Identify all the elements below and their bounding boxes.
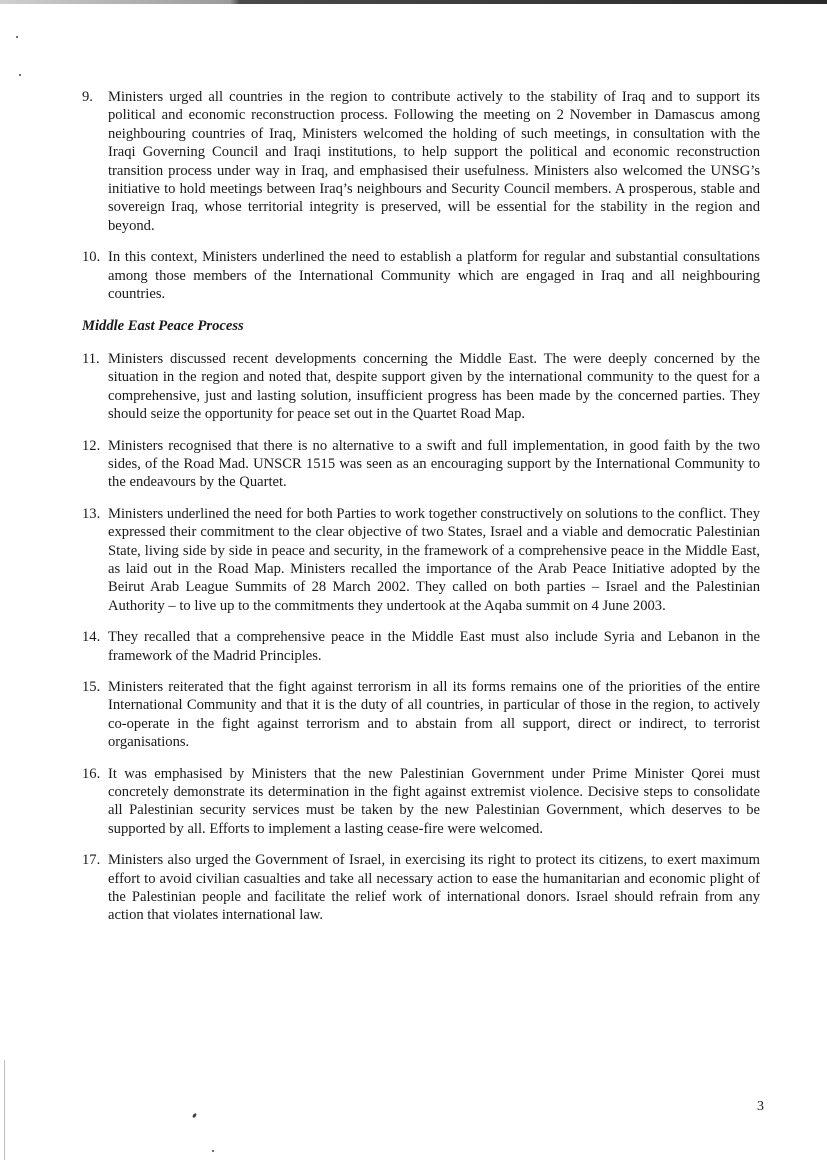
paragraph-text: Ministers urged all countries in the region to contribute actively to the stability of Iraq and to support its political and economic reconstruction process. Following the meeting on 2 November in Damascus among neighbouring countries of Iraq, Ministers welcomed the holding of such meetings, in consultation with the Iraqi Governing Council and Iraqi institutions, to help support the political and economic reconstruction transition process under way in Iraq, and emphasised their usefulness. Ministers also welcomed the UNSG’s initiative to hold meetings between Iraq’s neighbours and Security Council members. A prosperous, stable and sovereign Iraq, whose territorial integrity is preserved, will be essential for the stability in the region and beyond. [108, 89, 760, 234]
numbered-paragraph [82, 678, 760, 752]
paragraph-number: 14. [82, 629, 101, 646]
scan-left-edge [4, 1060, 5, 1160]
paragraph-number: 12. [82, 437, 101, 454]
numbered-paragraph [82, 350, 760, 424]
paragraph-number: 10. [82, 249, 101, 266]
page-number: 3 [757, 1099, 764, 1114]
paragraph-number: 9. [82, 89, 93, 105]
scan-top-edge [0, 0, 827, 4]
paragraph-text: They recalled that a comprehensive peace in the Middle East must also include Syria and Lebanon in the framework of the Madrid Principles. [108, 629, 760, 664]
scan-speck [192, 1113, 197, 1119]
scan-speck [16, 36, 18, 38]
section-heading: Middle East Peace Process [82, 318, 244, 335]
numbered-paragraph [82, 248, 760, 303]
paragraph-text: Ministers also urged the Government of Israel, in exercising its right to protect its citizens, to exert maximum effort to avoid civilian casualties and take all necessary action to ease the humanitarian and economic plight of the Palestinian people and facilitate the relief work of international donors. Israel should refrain from any action that violates international law. [108, 852, 760, 924]
paragraph-text: Ministers underlined the need for both Parties to work together constructively on solutions to the conflict. They expressed their commitment to the clear objective of two States, Israel and a viable and democratic Palestinian State, living side by side in peace and security, in the framework of a comprehensive peace in the Middle East, as laid out in the Road Map. Ministers recalled the importance of the Arab Peace Initiative adopted by the Beirut Arab League Summits of 28 March 2002. They called on both parties – Israel and the Palestinian Authority – to live up to the commitments they undertook at the Aqaba summit on 4 June 2003. [108, 505, 760, 614]
paragraph-text: Ministers discussed recent developments concerning the Middle East. The were deeply concerned by the situation in the region and noted that, despite support given by the international community to the quest for a comprehensive, just and lasting solution, insufficient progress has been made by the concerned parties. They should seize the opportunity for peace set out in the Quartet Road Map. [108, 350, 760, 423]
paragraph-number: 15. [82, 678, 101, 695]
numbered-paragraph [82, 851, 760, 925]
numbered-paragraph [82, 765, 760, 839]
paragraph-text: In this context, Ministers underlined the need to establish a platform for regular and substantial consultations among those members of the International Community which are engaged in Iraq and all neighbouring countries. [108, 249, 760, 303]
paragraph-text: Ministers reiterated that the fight against terrorism in all its forms remains one of the priorities of the entire International Community and that it is the duty of all countries, in particular of those in the region, to actively co-operate in the fight against terrorism and to abstain from all support, direct or indirect, to terrorist organisations. [108, 678, 760, 751]
scan-speck [19, 74, 21, 76]
numbered-paragraph [82, 437, 760, 492]
paragraph-number: 11. [82, 350, 100, 367]
paragraph-number: 13. [82, 505, 101, 522]
paragraph-number: 16. [82, 765, 101, 782]
numbered-paragraph [82, 88, 760, 235]
document-page [82, 88, 760, 938]
numbered-paragraph [82, 628, 760, 665]
paragraph-text: Ministers recognised that there is no alternative to a swift and full implementation, in good faith by the two sides, of the Road Mad. UNSCR 1515 was seen as an encouraging support by the International Community to the endeavours by the Quartet. [108, 437, 760, 491]
paragraph-text: It was emphasised by Ministers that the new Palestinian Government under Prime Minister Qorei must concretely demonstrate its determination in the fight against extremist violence. Decisive steps to consolidate all Palestinian security services must be taken by the new Palestinian Government, which deserves to be supported by all. Efforts to implement a lasting cease-fire were welcomed. [108, 765, 760, 837]
numbered-paragraph [82, 505, 760, 615]
paragraph-number: 17. [82, 852, 101, 869]
scan-speck [212, 1150, 214, 1152]
